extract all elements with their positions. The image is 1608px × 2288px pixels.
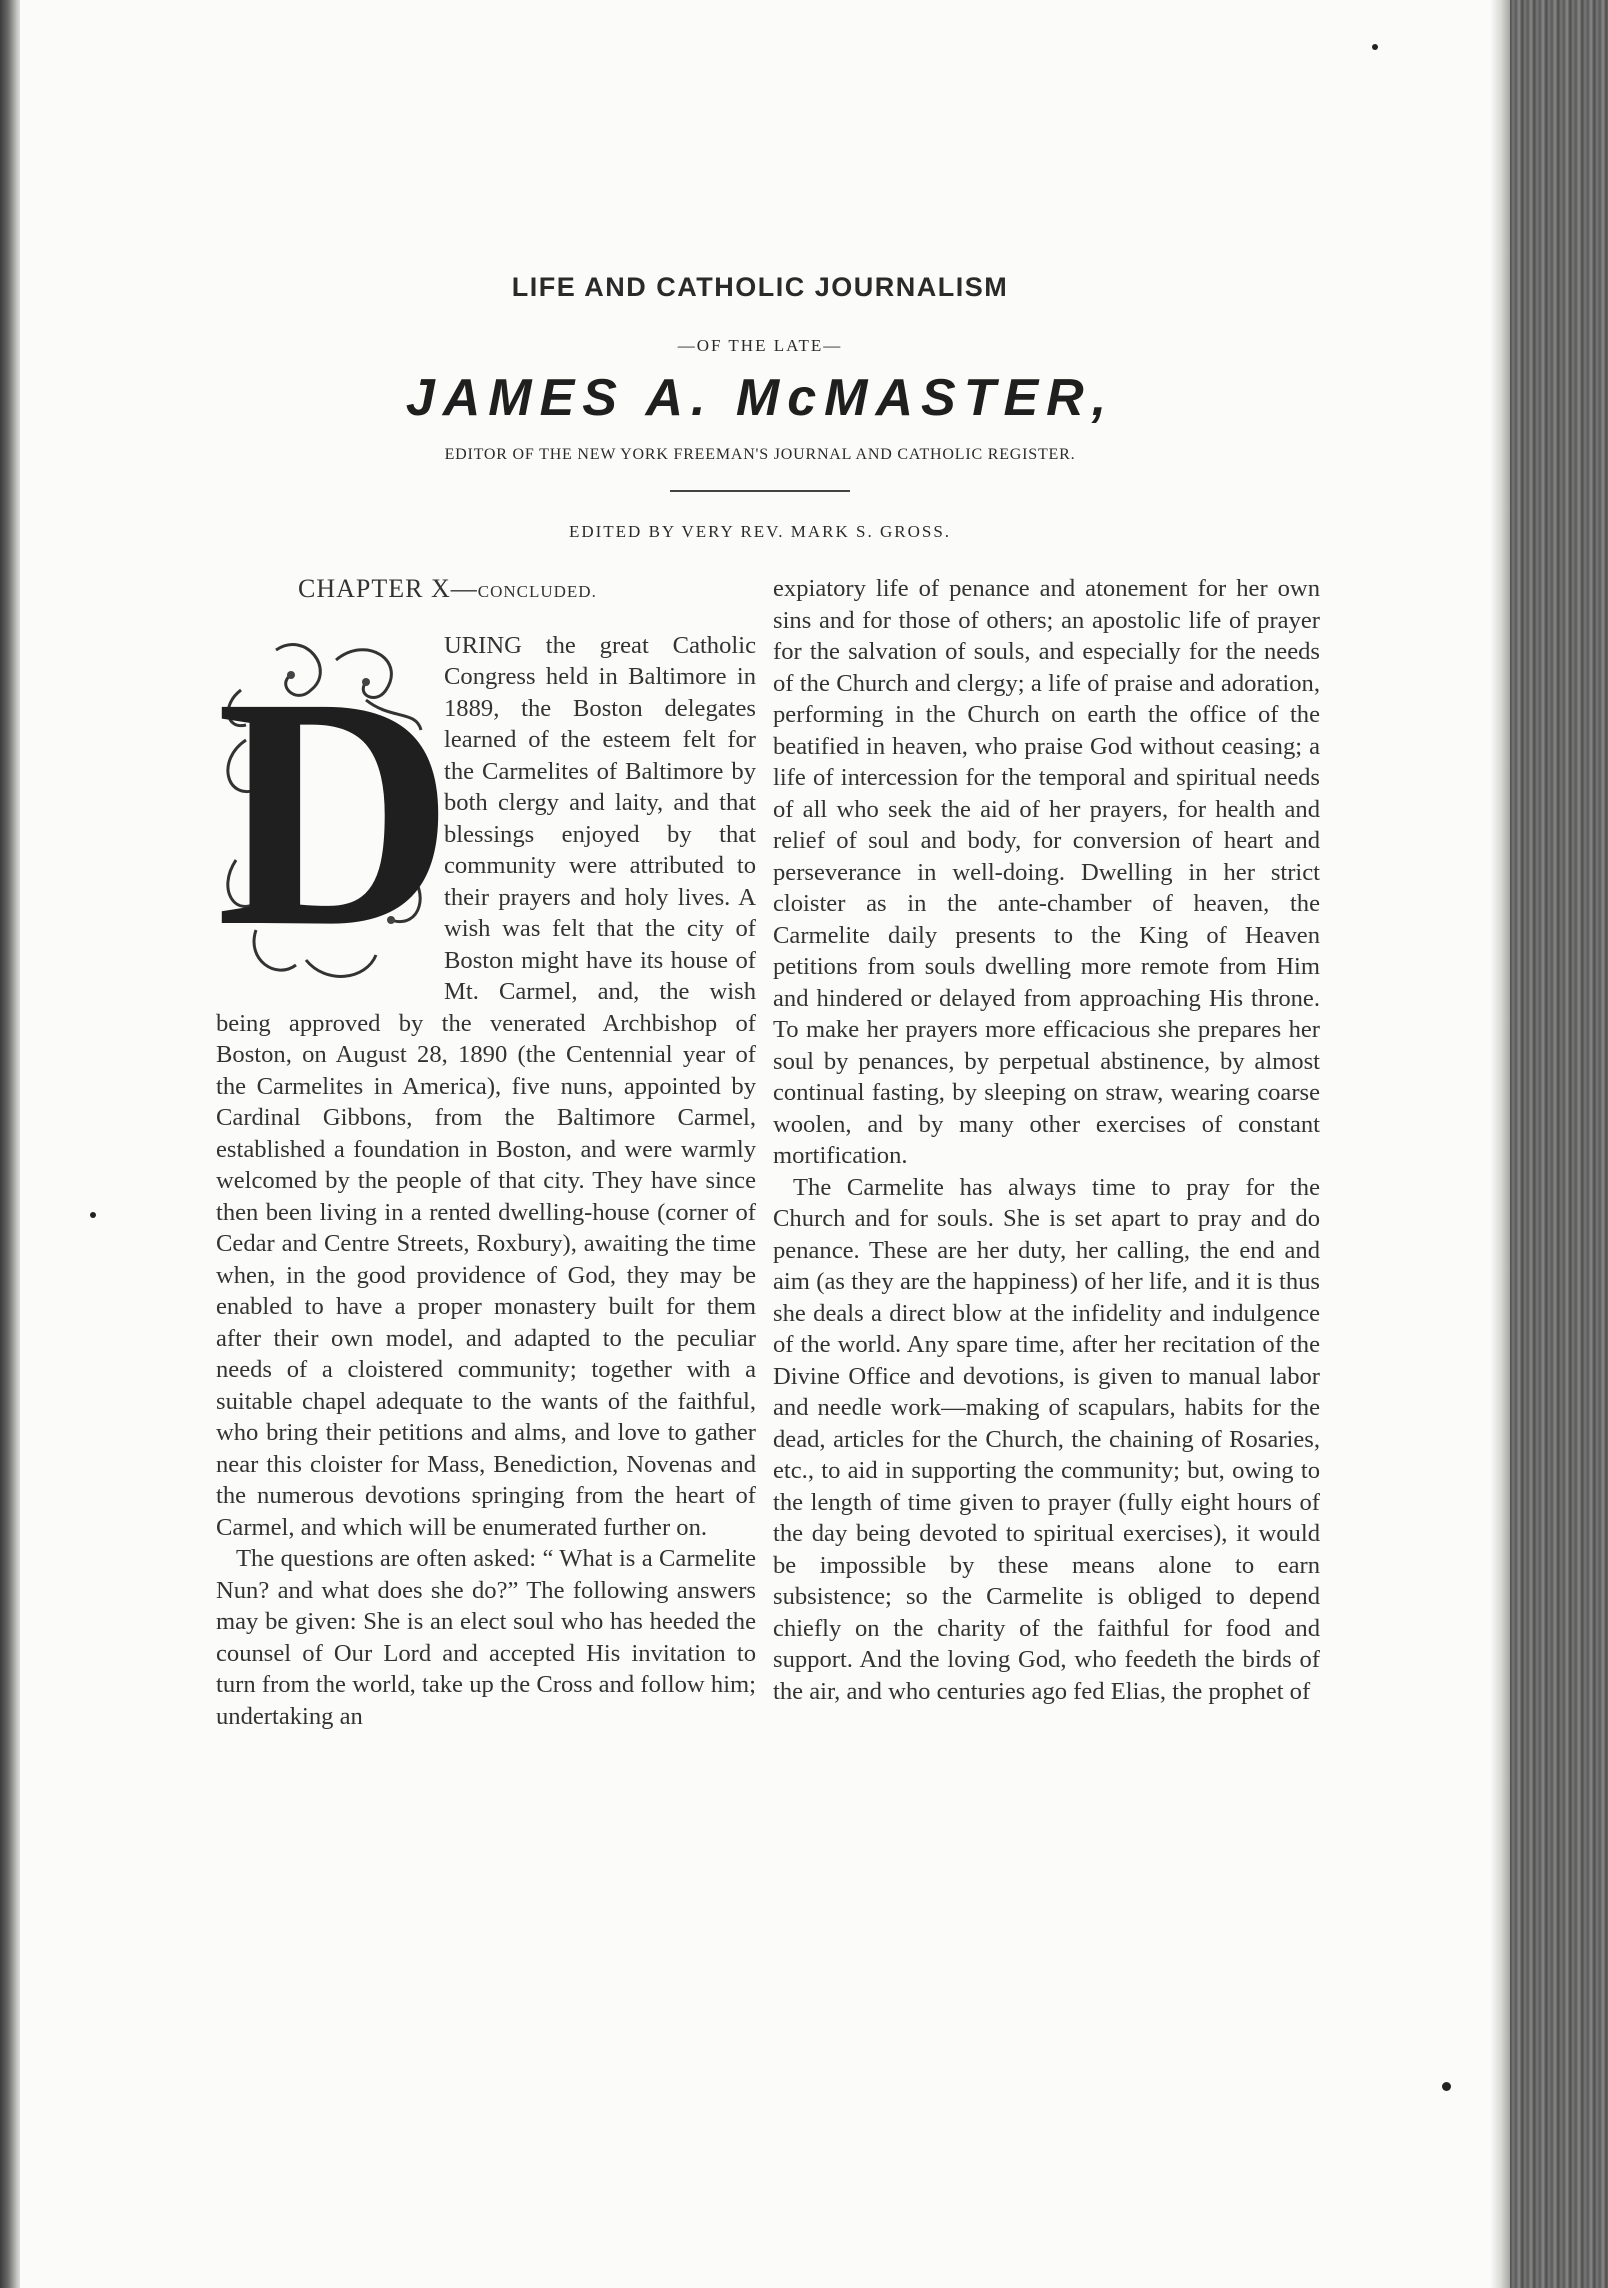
ornamental-drop-cap [216,629,455,995]
of-the-late-line: —OF THE LATE— [677,336,843,355]
chapter-heading-main: CHAPTER X— [298,574,478,603]
chapter-heading [298,573,756,608]
paragraph-2: The questions are often asked: “ What is a Carmelite Nun? and what does she do?” The following answers may be given: She is an elect soul who has heeded the counsel of Our Lord and accepted His invitation to turn from the world, take up the Cross and follow him; undertaking an [216,1545,756,1730]
speck [1442,2082,1451,2091]
book-binding [1510,0,1608,2288]
subject-name: JAMES A. McMASTER, [405,369,1115,427]
chapter-heading-small: CONCLUDED. [477,582,597,601]
right-column [773,573,1320,1707]
speck [90,1212,96,1218]
speck [1372,44,1378,50]
left-column [216,573,756,1732]
paragraph-3: expiatory life of penance and atonement for her own sins and for those of others; an apostolic life of prayer for the salvation of souls, and especially for the needs of the Church and clergy; a life of praise and adoration, performing in the Church on earth the office of the beatified in heaven, who praise God without ceasing; a life of intercession for the temporal and spiritual needs of all who seek the aid of her prayers, for health and relief of soul and body, for conversion of heart and perseverance in well-doing. Dwelling in her strict cloister as in the ante-chamber of heaven, the Carmelite daily presents to the King of Heaven petitions from souls dwelling more remote from Him and hindered or delayed from approaching His throne. To make her prayers more efficacious she prepares her soul by penances, by perpetual abstinence, by almost continual fasting, by sleeping on straw, wearing coarse woolen, and by many other exercises of constant mortification. [773,575,1320,1169]
drop-cap-letter: D [216,629,455,995]
page-right-shadow [1490,0,1512,2288]
paragraph-1: URING the great Catholic Congress held in Baltimore in 1889, the Boston delegates learned of the esteem felt for the Carmelites of Baltimore by both clergy and laity, and that blessings enjoyed by that community were attributed to their prayers and holy lives. A wish was felt that the city of Boston might have its house of Mt. Carmel, and, the wish being approved by the venerated Archbishop of Boston, on August 28, 1890 (the Centennial year of the Carmelites in America), five nuns, appointed by Cardinal Gibbons, from the Baltimore Carmel, established a foundation in Boston, and were warmly welcomed by the people of that city. They have since then been living in a rented dwelling-house (corner of Cedar and Centre Streets, Roxbury), awaiting the time when, in the good providence of God, they may be enabled to have a proper monastery built for them after their own model, and adapted to the peculiar needs of a cloistered community; together with a suitable chapel adequate to the wants of the faithful, who bring their petitions and alms, and love to gather near this cloister for Mass, Benediction, Novenas and the numerous devotions springing from the heart of Carmel, and which will be enumerated further on. [216,631,756,1541]
edited-by-line: EDITED BY VERY REV. MARK S. GROSS. [568,522,952,541]
editor-credit-line: EDITOR OF THE NEW YORK FREEMAN'S JOURNAL AND CATHOLIC REGISTER. [444,446,1076,463]
article-title: LIFE AND CATHOLIC JOURNALISM [511,272,1009,302]
paragraph-4: The Carmelite has always time to pray for the Church and for souls. She is set apart to pray and do penance. These are her duty, her calling, the end and aim (as they are the happiness) of her life, and it is thus she deals a direct blow at the infidelity and indulgence of the world. Any spare time, after her recitation of the Divine Office and devotions, is given to manual labor and needle work—making of scapulars, habits for the dead, articles for the Church, the chaining of Rosaries, etc., to aid in supporting the community; but, owing to the length of time given to prayer (fully eight hours of the day being devoted to spiritual exercises), it would be impossible by these means alone to earn subsistence; so the Carmelite is obliged to depend chiefly on the charity of the faithful for food and support. And the loving God, who feedeth the birds of the air, and who centuries ago fed Elias, the prophet of [773,1173,1320,1705]
header-divider [670,490,850,492]
